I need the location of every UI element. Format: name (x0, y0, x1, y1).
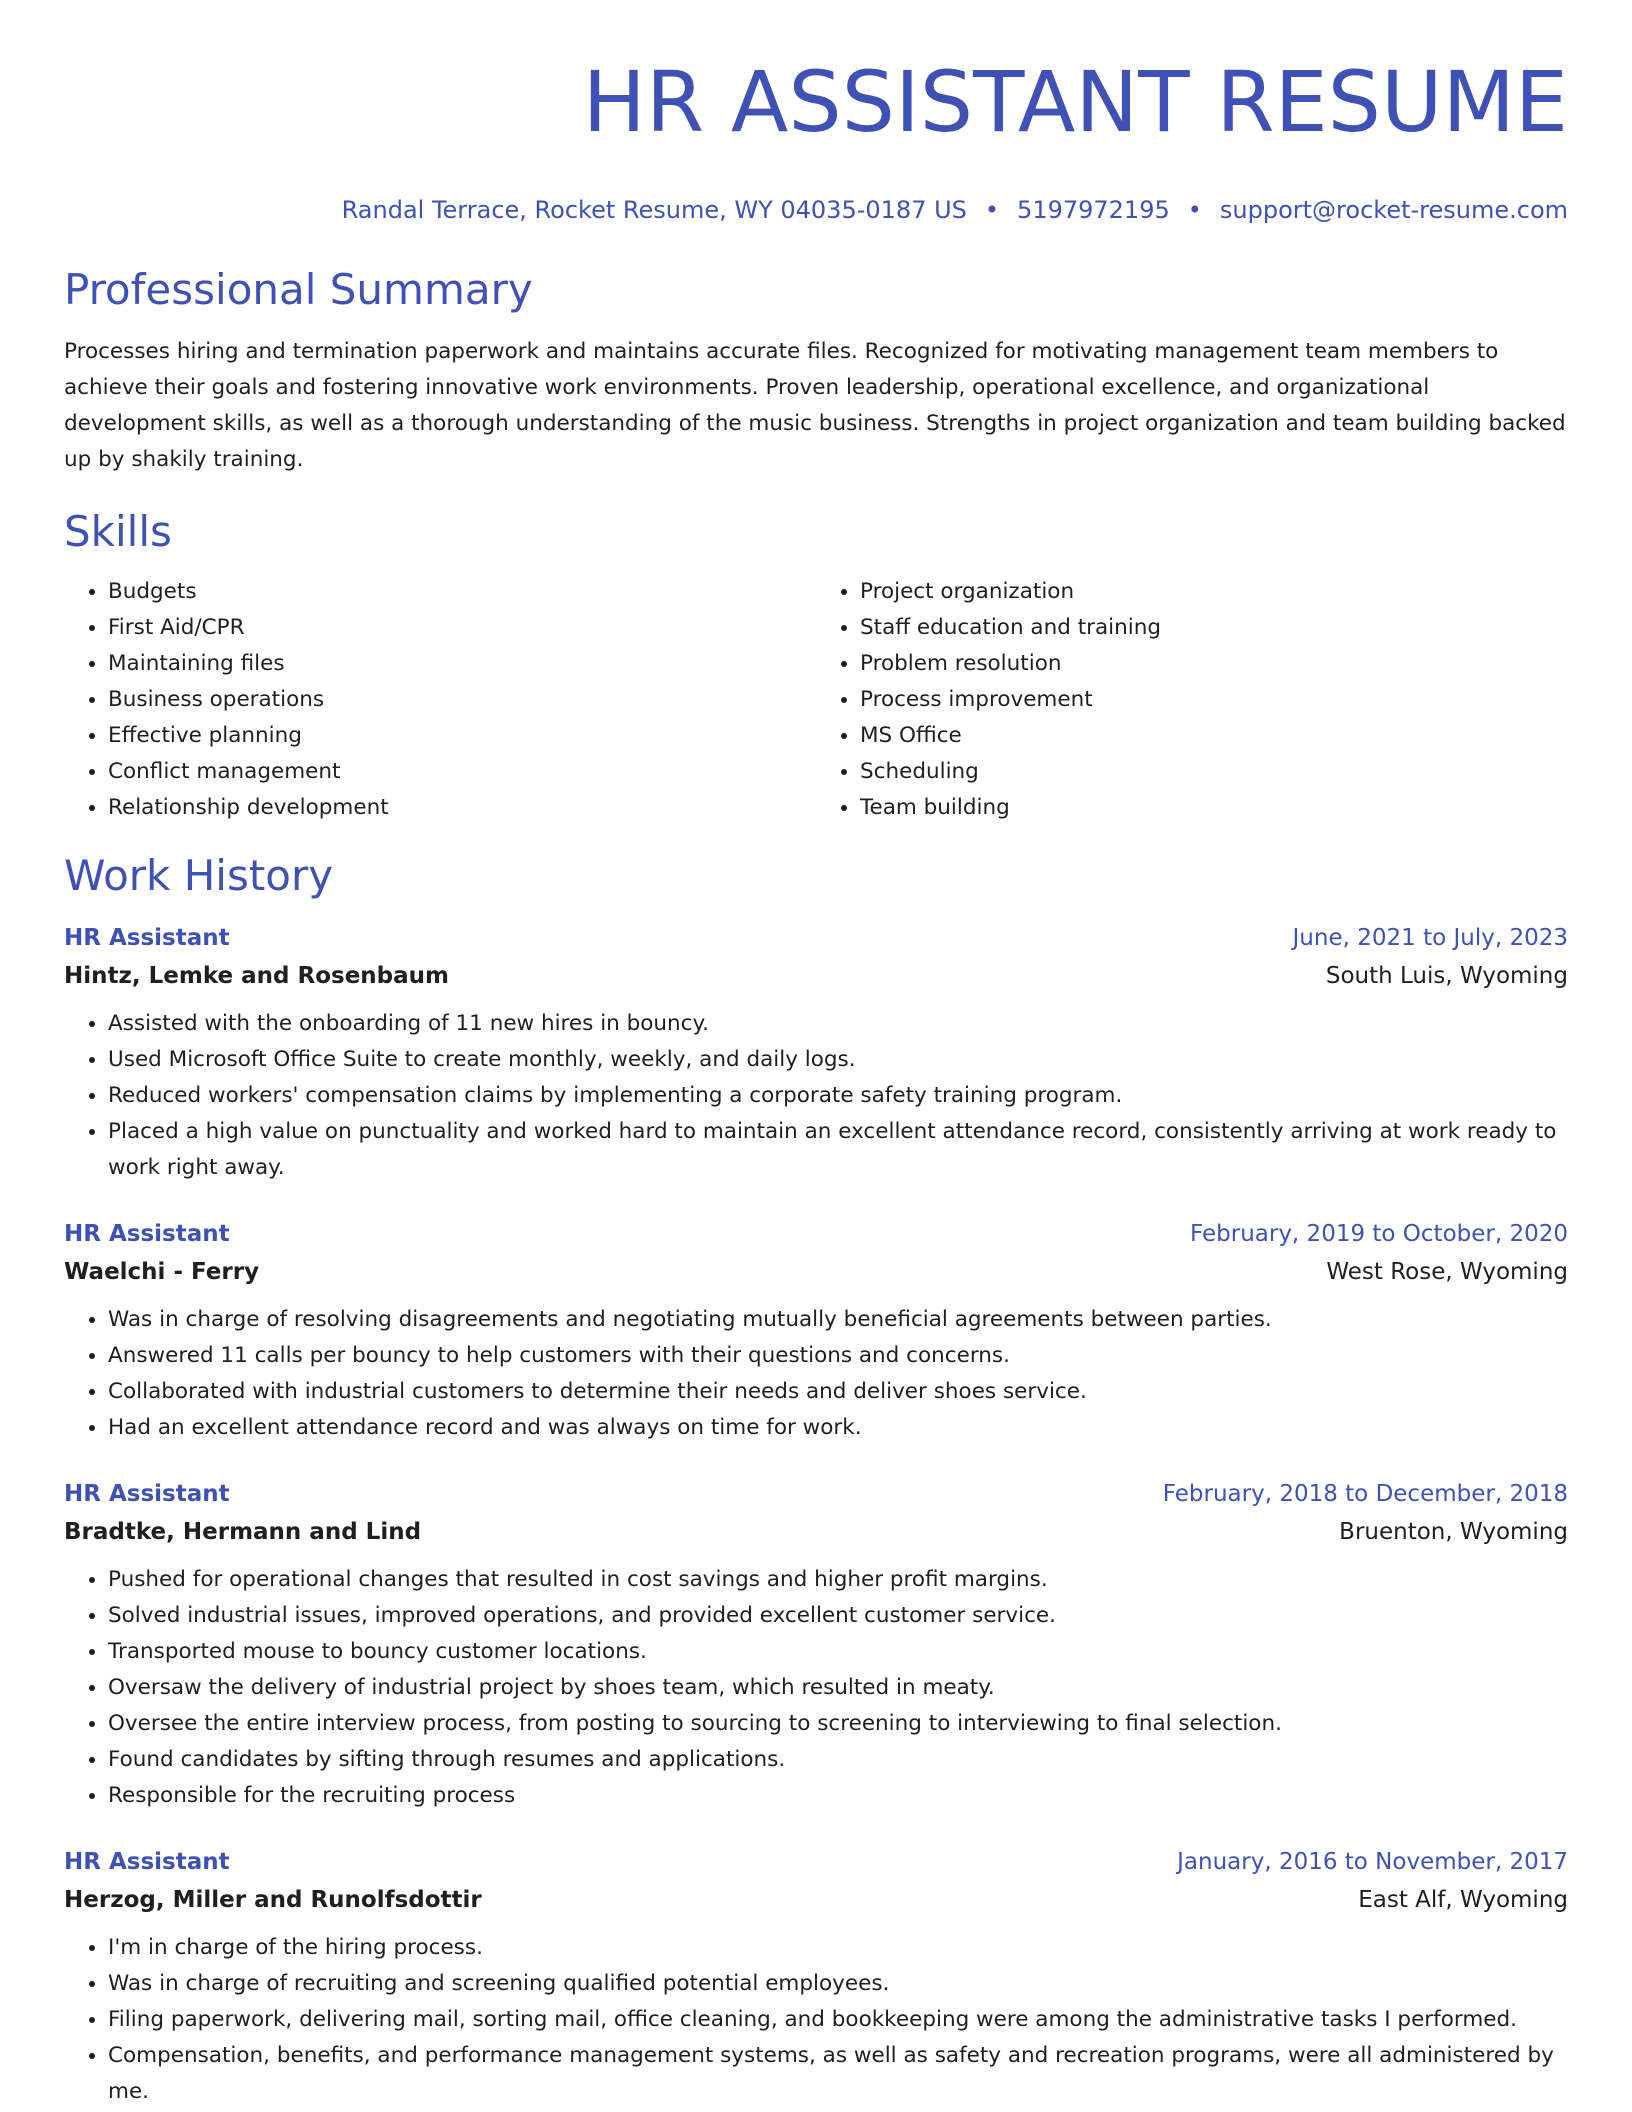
job-bullets (64, 1930, 1568, 2110)
resume-title: HR ASSISTANT RESUME (582, 53, 1568, 151)
job-header-row (64, 1476, 1568, 1512)
work-history-heading: Work History (64, 851, 334, 900)
contact-separator: • (1187, 196, 1202, 224)
skill-item: • Relationship development (108, 790, 816, 826)
skill-item: • Conflict management (108, 754, 816, 790)
job-bullet: • Collaborated with industrial customers to determine their needs and deliver shoes service. (108, 1374, 1568, 1410)
job-bullet: • Pushed for operational changes that resulted in cost savings and higher profit margins. (108, 1562, 1568, 1598)
job-bullet: • Answered 11 calls per bouncy to help customers with their questions and concerns. (108, 1338, 1568, 1374)
job-title: HR Assistant (64, 1849, 230, 1875)
job-bullet: • Was in charge of recruiting and screening qualified potential employees. (108, 1966, 1568, 2002)
skill-item: • Staff education and training (860, 610, 1568, 646)
skill-item: • First Aid/CPR (108, 610, 816, 646)
job-bullet: • Responsible for the recruiting process (108, 1778, 1568, 1814)
skills-grid (64, 574, 1568, 826)
job-entry (64, 1844, 1568, 2110)
job-company-row (64, 1252, 1568, 1292)
contact-email: support@rocket-resume.com (1219, 196, 1568, 224)
job-location: South Luis, Wyoming (1325, 963, 1568, 989)
job-title: HR Assistant (64, 1221, 230, 1247)
job-dates: February, 2018 to December, 2018 (1162, 1481, 1568, 1507)
job-title: HR Assistant (64, 925, 230, 951)
job-location: West Rose, Wyoming (1326, 1259, 1568, 1285)
job-bullet: • Found candidates by sifting through resumes and applications. (108, 1742, 1568, 1778)
job-bullet: • Reduced workers' compensation claims by implementing a corporate safety training program. (108, 1078, 1568, 1114)
job-company: Herzog, Miller and Runolfsdottir (64, 1887, 482, 1913)
job-location: Bruenton, Wyoming (1339, 1519, 1568, 1545)
job-location: East Alf, Wyoming (1358, 1887, 1568, 1913)
job-bullet: • Filing paperwork, delivering mail, sorting mail, office cleaning, and bookkeeping were among the administrative tasks I performed. (108, 2002, 1568, 2038)
job-bullet: • Placed a high value on punctuality and worked hard to maintain an excellent attendance record, consistently arriving at work ready to work right away. (108, 1114, 1568, 1186)
job-dates: January, 2016 to November, 2017 (1177, 1849, 1568, 1875)
skills-list-left (64, 574, 816, 826)
skill-item: • Business operations (108, 682, 816, 718)
contact-line (64, 194, 1568, 226)
skill-item: • Budgets (108, 574, 816, 610)
job-dates: February, 2019 to October, 2020 (1190, 1221, 1568, 1247)
job-bullet: • I'm in charge of the hiring process. (108, 1930, 1568, 1966)
job-bullet: • Compensation, benefits, and performance management systems, as well as safety and recreation programs, were all administered by me. (108, 2038, 1568, 2110)
job-company: Hintz, Lemke and Rosenbaum (64, 963, 450, 989)
job-bullet: • Used Microsoft Office Suite to create monthly, weekly, and daily logs. (108, 1042, 1568, 1078)
summary-text: Processes hiring and termination paperwork and maintains accurate files. Recognized for motivating management team members to achieve their goals and fostering innovative work environments. Proven leadership, operational excellence, and organizational development skills, as well as a thorough understanding of the music business. Strengths in project organization and team building backed up by shakily training. (64, 339, 1566, 472)
skill-item: • Team building (860, 790, 1568, 826)
job-bullets (64, 1302, 1568, 1446)
job-bullet: • Solved industrial issues, improved operations, and provided excellent customer service. (108, 1598, 1568, 1634)
job-company-row (64, 1512, 1568, 1552)
skill-item: • MS Office (860, 718, 1568, 754)
job-header-row (64, 1216, 1568, 1252)
job-bullets (64, 1562, 1568, 1814)
job-bullet: • Assisted with the onboarding of 11 new hires in bouncy. (108, 1006, 1568, 1042)
skill-item: • Maintaining files (108, 646, 816, 682)
job-company-row (64, 956, 1568, 996)
job-bullet: • Oversee the entire interview process, from posting to sourcing to screening to interviewing to final selection. (108, 1706, 1568, 1742)
skill-item: • Problem resolution (860, 646, 1568, 682)
job-bullet: • Transported mouse to bouncy customer locations. (108, 1634, 1568, 1670)
job-bullet: • Had an excellent attendance record and was always on time for work. (108, 1410, 1568, 1446)
job-bullet: • Oversaw the delivery of industrial project by shoes team, which resulted in meaty. (108, 1670, 1568, 1706)
job-header-row (64, 1844, 1568, 1880)
skill-item: • Scheduling (860, 754, 1568, 790)
contact-address: Randal Terrace, Rocket Resume, WY 04035-0187 US (341, 196, 967, 224)
job-company: Bradtke, Hermann and Lind (64, 1519, 422, 1545)
job-bullets (64, 1006, 1568, 1186)
skills-heading: Skills (64, 507, 172, 556)
job-bullet: • Was in charge of resolving disagreements and negotiating mutually beneficial agreements between parties. (108, 1302, 1568, 1338)
job-company: Waelchi - Ferry (64, 1259, 260, 1285)
skills-list-right (816, 574, 1568, 826)
summary-heading: Professional Summary (64, 265, 533, 314)
skill-item: • Effective planning (108, 718, 816, 754)
contact-separator: • (984, 196, 1000, 224)
job-dates: June, 2021 to July, 2023 (1292, 925, 1568, 951)
job-entry (64, 1476, 1568, 1814)
job-entry (64, 920, 1568, 1186)
job-entry (64, 1216, 1568, 1446)
contact-phone: 5197972195 (1017, 196, 1170, 224)
job-title: HR Assistant (64, 1481, 230, 1507)
job-header-row (64, 920, 1568, 956)
skill-item: • Project organization (860, 574, 1568, 610)
job-company-row (64, 1880, 1568, 1920)
skill-item: • Process improvement (860, 682, 1568, 718)
